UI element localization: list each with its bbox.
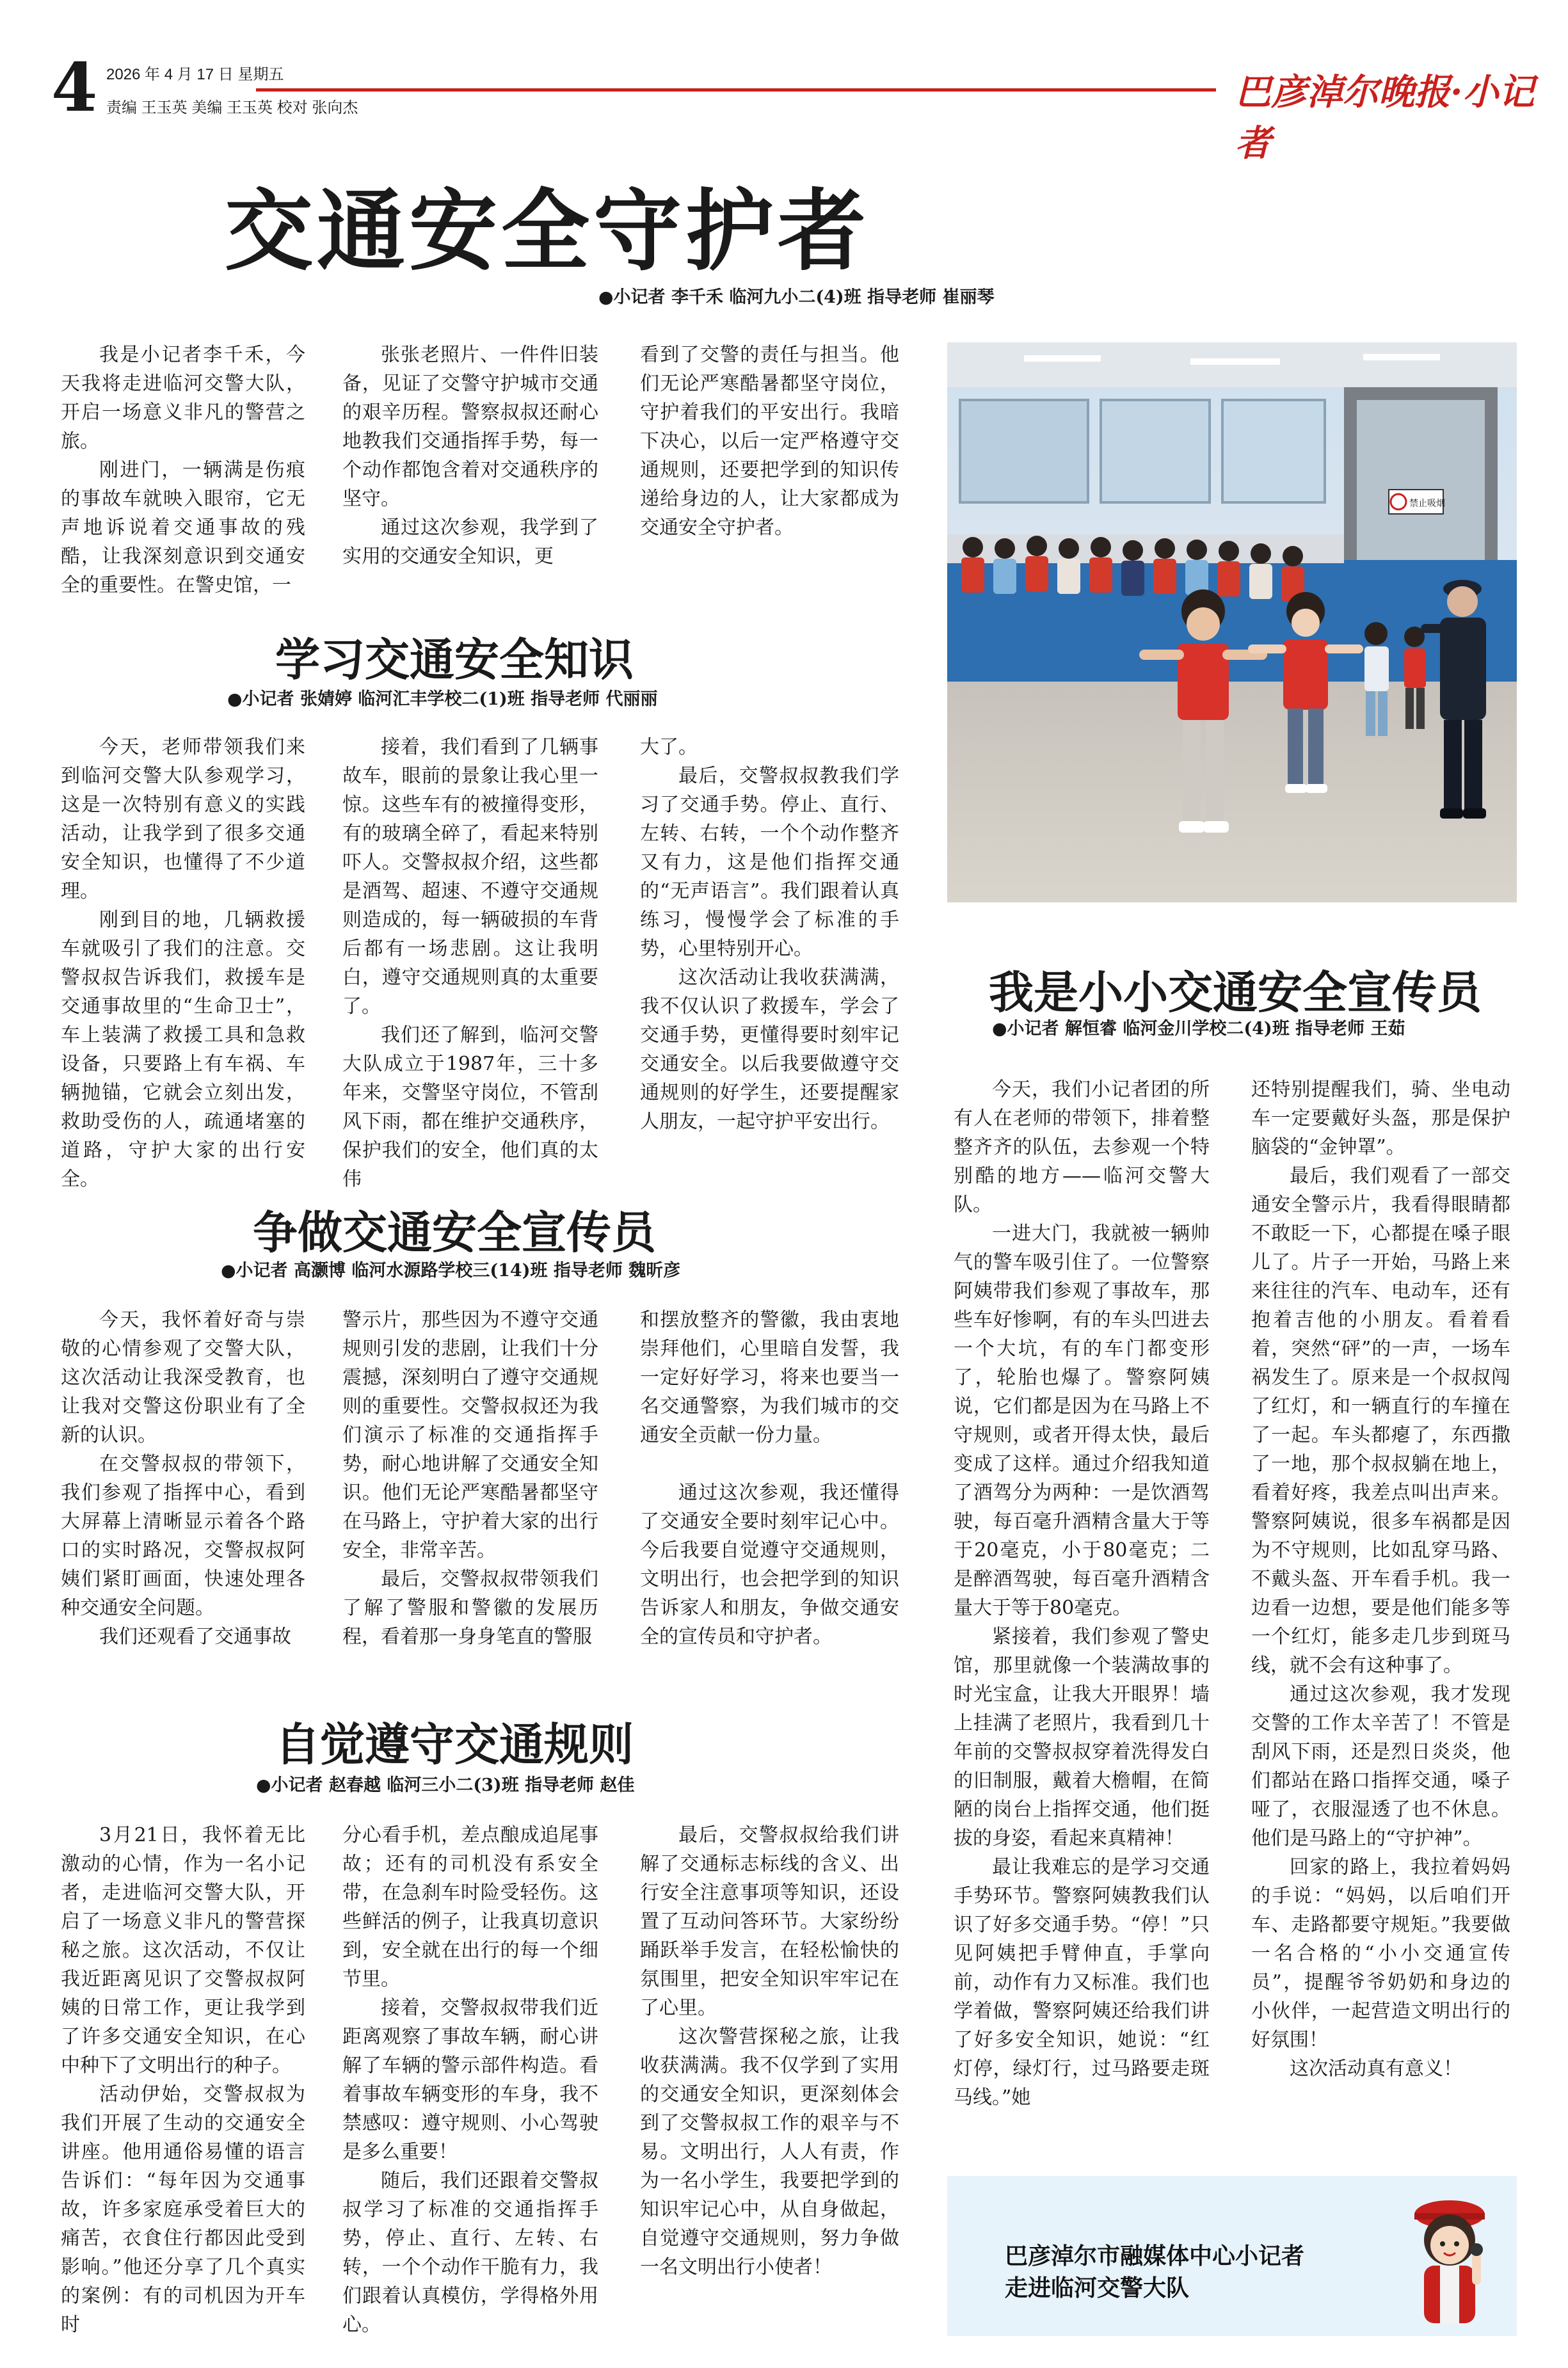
- paragraph: 随后，我们还跟着交警叔叔学习了标准的交通指挥手势，停止、直行、左转、右转，一个个动作干脆有力，我们跟着认真模仿，学得格外用心。: [342, 2170, 598, 2336]
- paragraph: 今天，老师带领我们来到临河交警大队参观学习，这是一次特别有意义的实践活动，让我学到了很多交通安全知识，也懂得了不少道理。: [61, 736, 305, 902]
- page-number: 4: [51, 48, 98, 127]
- learning-col-3: [640, 733, 899, 1136]
- promo-line-2: 走进临河交警大队: [1005, 2275, 1190, 2301]
- paragraph: 接着，交警叔叔带我们近距离观察了事故车辆，耐心讲解了车辆的警示部件构造。看着事故车辆变形的车身，我不禁感叹：遵守规则、小心驾驶是多么重要！: [342, 1997, 598, 2163]
- issue-date: 2026 年 4 月 17 日 星期五: [106, 66, 284, 83]
- obey-byline: ●小记者 赵春越 临河三小二(3)班 指导老师 赵佳: [256, 1775, 635, 1795]
- photo-scene: [947, 342, 1517, 902]
- little-promoter-col-1: [954, 1075, 1210, 2112]
- paragraph: 最让我难忘的是学习交通手势环节。警察阿姨教我们认识了好多交通手势。“停！”只见阿姨把手臂伸直，手掌向前，动作有力又标准。我们也学着做，警察阿姨还给我们讲了好多安全知识，她说：“红灯停，绿灯行，过马路要走斑马线。”她: [954, 1856, 1210, 2109]
- paragraph: 通过这次参观，我学到了实用的交通安全知识，更: [342, 516, 598, 568]
- learning-col-1: [61, 733, 305, 1194]
- cartoon-reporter-illustration: [1395, 2189, 1504, 2336]
- promo-text: [1005, 2240, 1304, 2304]
- paragraph: 警示片，那些因为不遵守交通规则引发的悲剧，让我们十分震撼，深刻明白了遵守交通规则的重要性。交警叔叔还为我们演示了标准的交通指挥手势，耐心地讲解了交通安全知识。他们无论严寒酷暑都坚守在马路上，守护着大家的出行安全，非常辛苦。: [342, 1309, 598, 1562]
- paragraph: 今天，我怀着好奇与崇敬的心情参观了交警大队，这次活动让我深受教育，也让我对交警这份职业有了全新的认识。: [61, 1309, 305, 1446]
- paragraph: 3月21日，我怀着无比激动的心情，作为一名小记者，走进临河交警大队，开启了一场意义非凡的警营探秘之旅。这次活动，不仅让我近距离见识了交警叔叔阿姨的日常工作，更让我学到了许多交通安全知识，在心中种下了文明出行的种子。: [61, 1824, 305, 2077]
- little-promoter-headline: 我是小小交通安全宣传员: [989, 968, 1482, 1018]
- main-byline: ●小记者 李千禾 临河九小二(4)班 指导老师 崔丽琴: [598, 287, 995, 307]
- paragraph: 最后，交警叔叔教我们学习了交通手势。停止、直行、左转、右转，一个个动作整齐又有力，这是他们指挥交通的“无声语言”。我们跟着认真练习，慢慢学会了标准的手势，心里特别开心。: [640, 765, 899, 960]
- promo-banner: [947, 2176, 1517, 2336]
- paragraph: 今天，我们小记者团的所有人在老师的带领下，排着整整齐齐的队伍，去参观一个特别酷的地方——临河交警大队。: [954, 1078, 1210, 1216]
- no-smoking-label: 禁止吸烟: [1409, 499, 1445, 509]
- strive-headline: 争做交通安全宣传员: [253, 1208, 656, 1258]
- paragraph: 这次警营探秘之旅，让我收获满满。我不仅学到了实用的交通安全知识，更深刻体会到了交警叔叔工作的艰辛与不易。文明出行，人人有责，作为一名小学生，我要把学到的知识牢记心中，从自身做起，自觉遵守交通规则，努力争做一名文明出行小使者！: [640, 2026, 899, 2278]
- paragraph: 紧接着，我们参观了警史馆，那里就像一个装满故事的时光宝盒，让我大开眼界！墙上挂满了老照片，我看到几十年前的交警叔叔穿着洗得发白的旧制服，戴着大檐帽，在简陋的岗台上指挥交通，他们挺拔的身姿，看起来真精神！: [954, 1626, 1210, 1850]
- little-promoter-col-2: [1251, 1075, 1510, 2083]
- editor-credits: 责编 王玉英 美编 王玉英 校对 张向杰: [106, 99, 358, 116]
- strive-col-1: [61, 1306, 305, 1651]
- learning-byline: ●小记者 张婧婷 临河汇丰学校二(1)班 指导老师 代丽丽: [227, 689, 658, 709]
- main-headline: 交通安全守护者: [224, 179, 870, 283]
- paragraph: 最后，交警叔叔给我们讲解了交通标志标线的含义、出行安全注意事项等知识，还设置了互动问答环节。大家纷纷踊跃举手发言，在轻松愉快的氛围里，把安全知识牢牢记在了心里。: [640, 1824, 899, 2019]
- paragraph: 看到了交警的责任与担当。他们无论严寒酷暑都坚守岗位，守护着我们的平安出行。我暗下决心，以后一定严格遵守交通规则，还要把学到的知识传递给身边的人，让大家都成为交通安全守护者。: [640, 344, 899, 539]
- paragraph: 这次活动让我收获满满，我不仅认识了救援车，学会了交通手势，更懂得要时刻牢记交通安全。以后我要做遵守交通规则的好学生，还要提醒家人朋友，一起守护平安出行。: [640, 966, 899, 1133]
- paragraph: 通过这次参观，我才发现交警的工作太辛苦了！不管是刮风下雨，还是烈日炎炎，他们都站在路口指挥交通，嗓子哑了，衣服湿透了也不休息。他们是马路上的“守护神”。: [1251, 1683, 1510, 1850]
- paragraph: 刚到目的地，几辆救援车就吸引了我们的注意。交警叔叔告诉我们，救援车是交通事故里的“生命卫士”，车上装满了救援工具和急救设备，只要路上有车祸、车辆抛锚，它就会立刻出发，救助受伤的人，疏通堵塞的道路，守护大家的出行安全。: [61, 909, 305, 1190]
- main-article-col-2: [342, 340, 598, 571]
- strive-col-3: [640, 1306, 899, 1651]
- paragraph: 通过这次参观，我还懂得了交通安全要时刻牢记心中。今后我要自觉遵守交通规则，文明出行，也会把学到的知识告诉家人和朋友，争做交通安全的宣传员和守护者。: [640, 1482, 899, 1648]
- promo-line-1: 巴彦淖尔市融媒体中心小记者: [1005, 2243, 1305, 2269]
- main-article-col-1: [61, 340, 305, 600]
- paragraph: 我是小记者李千禾，今天我将走进临河交警大队，开启一场意义非凡的警营之旅。: [61, 344, 305, 452]
- paragraph: 在交警叔叔的带领下，我们参观了指挥中心，看到大屏幕上清晰显示着各个路口的实时路况，交警叔叔阿姨们紧盯画面，快速处理各种交通安全问题。: [61, 1453, 305, 1619]
- paragraph: 最后，我们观看了一部交通安全警示片，我看得眼睛都不敢眨一下，心都提在嗓子眼儿了。片子一开始，马路上来来往往的汽车、电动车，还有抱着吉他的小朋友。看着看着，突然“砰”的一声，一场车祸发生了。原来是一个叔叔闯了红灯，和一辆直行的车撞在了一起。车头都瘪了，东西撒了一地，那个叔叔躺在地上，看着好疼，我差点叫出声来。警察阿姨说，很多车祸都是因为不守规则，比如乱穿马路、不戴头盔、开车看手机。我一边看一边想，要是他们能多等一个红灯，能多走几步到斑马线，就不会有这种事了。: [1251, 1165, 1510, 1677]
- obey-col-1: [61, 1821, 305, 2339]
- paragraph: 接着，我们看到了几辆事故车，眼前的景象让我心里一惊。这些车有的被撞得变形，有的玻璃全碎了，看起来特别吓人。交警叔叔介绍，这些都是酒驾、超速、不遵守交通规则造成的，每一辆破损的车背后都有一场悲剧。这让我明白，遵守交通规则真的太重要了。: [342, 736, 598, 1018]
- main-article-col-3: [640, 340, 899, 542]
- obey-col-3: [640, 1821, 899, 2282]
- paragraph: 分心看手机，差点酿成追尾事故；还有的司机没有系安全带，在急刹车时险受轻伤。这些鲜活的例子，让我真切意识到，安全就在出行的每一个细节里。: [342, 1824, 598, 1990]
- obey-col-2: [342, 1821, 598, 2339]
- header-rule: [256, 88, 1216, 92]
- learning-col-2: [342, 733, 598, 1194]
- event-photo: [947, 342, 1517, 902]
- strive-byline: ●小记者 高灏博 临河水源路学校三(14)班 指导老师 魏昕彦: [221, 1261, 681, 1281]
- paragraph: 我们还了解到，临河交警大队成立于1987年，三十多年来，交警坚守岗位，不管刮风下雨，都在维护交通秩序，保护我们的安全，他们真的太伟: [342, 1024, 598, 1190]
- paragraph: 活动伊始，交警叔叔为我们开展了生动的交通安全讲座。他用通俗易懂的语言告诉们：“每年因为交通事故，许多家庭承受着巨大的痛苦，衣食住行都因此受到影响。”他还分享了几个真实的案例：有的司机因为开车时: [61, 2083, 305, 2336]
- strive-col-2: [342, 1306, 598, 1651]
- paragraph: 和摆放整齐的警徽，我由衷地崇拜他们，心里暗自发誓，我一定好好学习，将来也要当一名交通警察，为我们城市的交通安全贡献一份力量。: [640, 1309, 899, 1446]
- brand-logo: 巴彦淖尔晚报·小记者: [1235, 71, 1535, 164]
- paragraph: 大了。: [640, 736, 698, 758]
- paragraph: 刚进门，一辆满是伤痕的事故车就映入眼帘，它无声地诉说着交通事故的残酷，让我深刻意识到交通安全的重要性。在警史馆，一: [61, 459, 305, 596]
- paragraph: 还特别提醒我们，骑、坐电动车一定要戴好头盔，那是保护脑袋的“金钟罩”。: [1251, 1078, 1510, 1158]
- learning-headline: 学习交通安全知识: [275, 635, 634, 685]
- paragraph: 张张老照片、一件件旧装备，见证了交警守护城市交通的艰辛历程。警察叔叔还耐心地教我们交通指挥手势，每一个动作都饱含着对交通秩序的坚守。: [342, 344, 598, 510]
- paragraph: 回家的路上，我拉着妈妈的手说：“妈妈，以后咱们开车、走路都要守规矩。”我要做一名合格的“小小交通宣传员”，提醒爷爷奶奶和身边的小伙伴，一起营造文明出行的好氛围！: [1251, 1856, 1510, 2051]
- paragraph: 一进大门，我就被一辆帅气的警车吸引住了。一位警察阿姨带我们参观了事故车，那些车好惨啊，有的车头凹进去一个大坑，有的车门都变形了，轮胎也爆了。警察阿姨说，它们都是因为在马路上不守规则，或者开得太快，最后变成了这样。通过介绍我知道了酒驾分为两种：一是饮酒驾驶，每百毫升酒精含量大于等于20毫克，小于80毫克；二是醉酒驾驶，每百毫升酒精含量大于等于80毫克。: [954, 1222, 1210, 1619]
- obey-headline: 自觉遵守交通规则: [275, 1720, 634, 1770]
- paragraph: 这次活动真有意义！: [1290, 2058, 1462, 2080]
- paragraph: 我们还观看了交通事故: [99, 1626, 291, 1648]
- microphone-icon: [1470, 2243, 1483, 2256]
- paragraph: 最后，交警叔叔带领我们了解了警服和警徽的发展历程，看着那一身身笔直的警服: [342, 1568, 598, 1648]
- little-promoter-byline: ●小记者 解恒睿 临河金川学校二(4)班 指导老师 王茹: [992, 1019, 1405, 1039]
